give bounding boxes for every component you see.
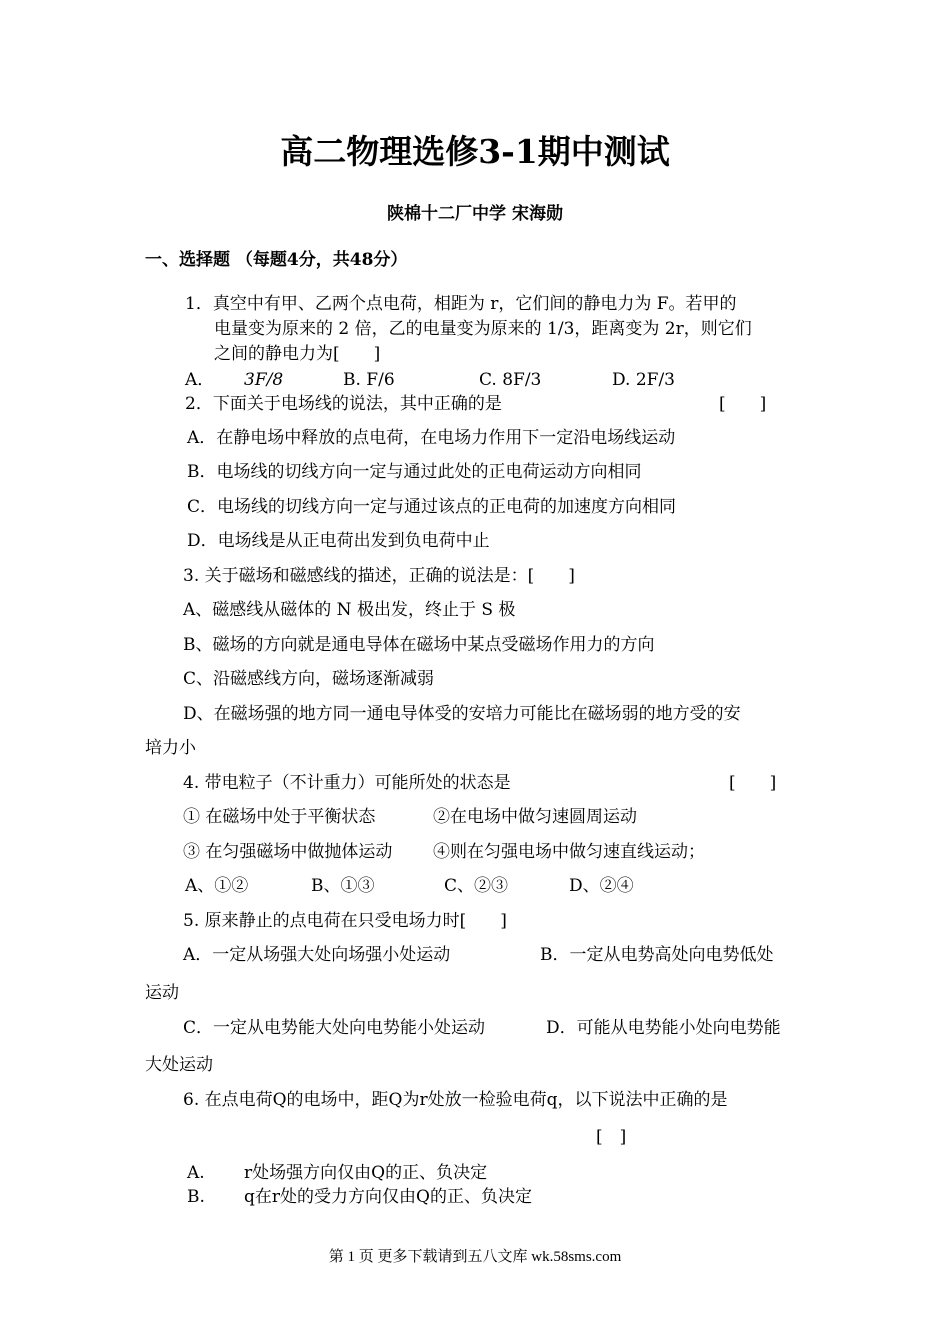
q6-stem: 6. 在点电荷Q的电场中，距Q为r处放一检验电荷q，以下说法中正确的是 <box>183 1090 728 1110</box>
q6-option-a-label: A. <box>187 1163 205 1183</box>
q2-option-d: D．电场线是从正电荷出发到负电荷中止 <box>187 531 490 551</box>
section-heading: 一、选择题 （每题4分，共48分） <box>145 250 408 270</box>
q6-option-b: q在r处的受力方向仅由Q的正、负决定 <box>244 1187 532 1207</box>
q1-line2: 电量变为原来的 2 倍，乙的电量变为原来的 1/3，距离变为 2r，则它们 <box>214 319 752 339</box>
q4-stem: 4. 带电粒子（不计重力）可能所处的状态是 <box>183 773 511 793</box>
q4-option-c: C、②③ <box>444 876 509 896</box>
q5-option-b-line1: B．一定从电势高处向电势低处 <box>540 945 774 965</box>
q2-stem: 2．下面关于电场线的说法，其中正确的是 <box>185 394 502 414</box>
q2-option-c: C．电场线的切线方向一定与通过该点的正电荷的加速度方向相同 <box>187 497 677 517</box>
q3-option-b: B、磁场的方向就是通电导体在磁场中某点受磁场作用力的方向 <box>183 635 655 655</box>
q4-option-d: D、②④ <box>569 876 634 896</box>
q6-option-b-label: B. <box>187 1187 205 1207</box>
q1-line1: 1．真空中有甲、乙两个点电荷，相距为 r，它们间的静电力为 F。若甲的 <box>185 294 737 314</box>
q5-option-d-line1: D．可能从电势能小处向电势能 <box>546 1018 781 1038</box>
q2-option-b: B．电场线的切线方向一定与通过此处的正电荷运动方向相同 <box>187 462 642 482</box>
q1-option-c: C. 8F/3 <box>479 370 542 390</box>
q5-option-b-line2: 运动 <box>145 983 179 1003</box>
q3-option-d-line1: D、在磁场强的地方同一通电导体受的安培力可能比在磁场弱的地方受的安 <box>183 704 741 724</box>
q4-statement-3: ③ 在匀强磁场中做抛体运动 <box>183 842 393 862</box>
q4-statement-4: ④则在匀强电场中做匀速直线运动； <box>433 842 705 862</box>
q1-option-a: 3F/8 <box>244 370 284 390</box>
q1-option-a-label: A． <box>185 370 215 390</box>
author-line: 陕棉十二厂中学 宋海勋 <box>387 204 563 224</box>
q2-option-a: A．在静电场中释放的点电荷，在电场力作用下一定沿电场线运动 <box>187 428 676 448</box>
q6-answer-bracket: [ ] <box>596 1127 627 1147</box>
q3-option-d-line2: 培力小 <box>145 738 196 758</box>
q5-stem: 5. 原来静止的点电荷在只受电场力时[ ] <box>183 911 507 931</box>
q5-option-d-line2: 大处运动 <box>145 1055 213 1075</box>
q1-option-d: D. 2F/3 <box>612 370 675 390</box>
q5-option-c: C．一定从电势能大处向电势能小处运动 <box>183 1018 486 1038</box>
q6-option-a: r处场强方向仅由Q的正、负决定 <box>244 1163 488 1183</box>
page-title: 高二物理选修3-1期中测试 <box>280 132 670 171</box>
page-footer: 第 1 页 更多下载请到五八文库 wk.58sms.com <box>328 1249 622 1265</box>
q5-option-a: A．一定从场强大处向场强小处运动 <box>183 945 451 965</box>
q3-stem: 3. 关于磁场和磁感线的描述，正确的说法是：[ ] <box>183 566 575 586</box>
q4-answer-bracket: [ ] <box>729 773 777 793</box>
q4-statement-2: ②在电场中做匀速圆周运动 <box>433 807 637 827</box>
q1-option-b: B. F/6 <box>343 370 395 390</box>
q3-option-c: C、沿磁感线方向，磁场逐渐减弱 <box>183 669 435 689</box>
q2-answer-bracket: [ ] <box>719 394 767 414</box>
q4-option-a: A、①② <box>185 876 249 896</box>
q4-option-b: B、①③ <box>311 876 375 896</box>
q4-statement-1: ① 在磁场中处于平衡状态 <box>183 807 376 827</box>
q1-line3: 之间的静电力为[ ] <box>214 344 381 364</box>
q3-option-a: A、磁感线从磁体的 N 极出发，终止于 S 极 <box>183 600 516 620</box>
